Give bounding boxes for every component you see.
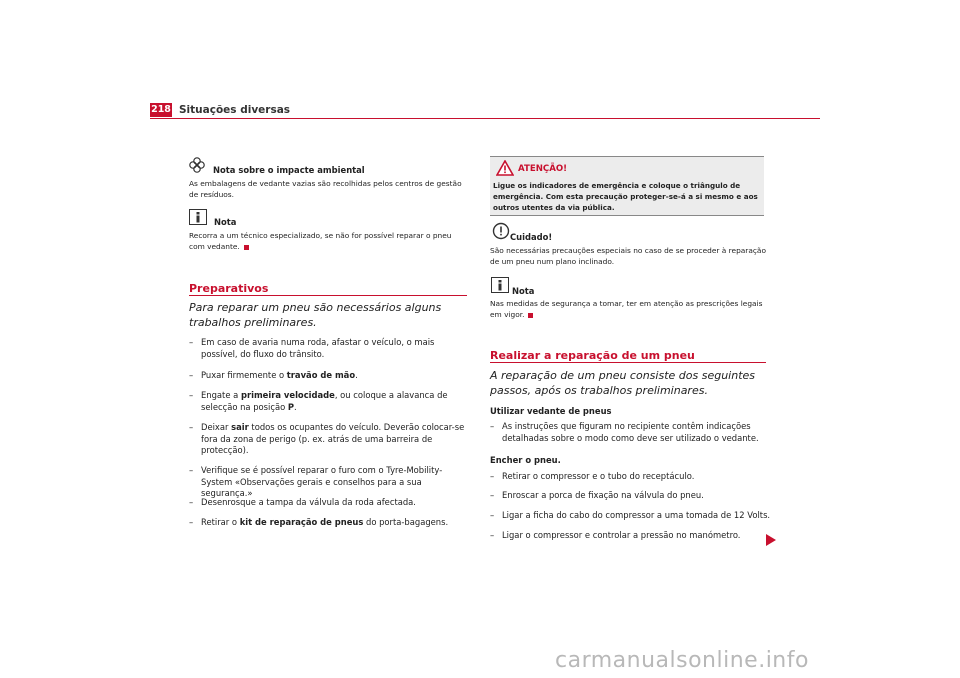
subheading-vedante: Utilizar vedante de pneus (490, 406, 612, 416)
page-number: 218 (151, 104, 171, 115)
list-item: – As instruções que figuram no recipiente contêm indicações detalhadas sobre o modo como deve ser utilizado o vedante. (490, 421, 759, 443)
list-item: – Deixar sair todos os ocupantes do veículo. Deverão colocar-se fora da zona de perigo (p. ex. atrás de uma barreira de protecção). (189, 422, 465, 455)
list-item: – Engate a primeira velocidade, ou coloque a alavanca de selecção na posição P. (189, 390, 448, 412)
info-icon (189, 209, 207, 225)
section-subtitle-reparacao: A reparação de um pneu consiste dos seguintes passos, após os trabalhos preliminares. (490, 369, 756, 397)
list-item: – Enroscar a porca de fixação na válvula do pneu. (490, 490, 704, 500)
warning-title: ATENÇÃO! (518, 164, 568, 174)
list-item: – Ligar o compressor e controlar a pressão no manómetro. (490, 530, 741, 540)
end-marker (244, 245, 249, 250)
info-icon (491, 277, 509, 293)
flower-icon (189, 157, 205, 173)
nota-title-left: Nota (214, 217, 237, 227)
section-rule (490, 362, 766, 363)
list-item: – Verifique se é possível reparar o furo com o Tyre-Mobility-System «Observações gerais e conselhos para a sua segurança.» (189, 465, 443, 498)
caution-title: Cuidado! (510, 232, 553, 242)
caution-text: São necessárias precauções especiais no caso de se proceder à reparação de um pneu num plano inclinado. (490, 246, 766, 266)
list-item: – Retirar o compressor e o tubo do receptáculo. (490, 471, 695, 481)
env-note-text: As embalagens de vedante vazias são recolhidas pelos centros de gestão de resíduos. (189, 179, 462, 199)
env-note-title: Nota sobre o impacte ambiental (213, 165, 365, 175)
section-title-preparativos: Preparativos (189, 282, 269, 295)
continue-arrow-icon (766, 531, 776, 543)
page-header-title: Situações diversas (179, 104, 291, 116)
list-item: – Desenrosque a tampa da válvula da roda afectada. (189, 497, 416, 507)
subheading-encher: Encher o pneu. (490, 455, 561, 465)
section-subtitle-preparativos: Para reparar um pneu são necessários alguns trabalhos preliminares. (189, 301, 442, 329)
warning-triangle-icon (496, 160, 514, 176)
end-marker (528, 313, 533, 318)
section-title-reparacao: Realizar a reparação de um pneu (490, 349, 695, 362)
list-item: – Em caso de avaria numa roda, afastar o veículo, o mais possível, do fluxo do trânsito. (189, 337, 435, 359)
watermark: carmanualsonline.info (555, 648, 809, 673)
list-item: – Ligar a ficha do cabo do compressor a uma tomada de 12 Volts. (490, 510, 771, 520)
list-item: – Retirar o kit de reparação de pneus do porta-bagagens. (189, 517, 449, 527)
list-item: – Puxar firmemente o travão de mão. (189, 370, 358, 380)
warning-text: Ligue os indicadores de emergência e coloque o triângulo de emergência. Com esta precaução proteger-se-á a si mesmo e aos outros utentes da via pública. (493, 181, 758, 212)
header-rule (150, 118, 820, 119)
nota-text-left: Recorra a um técnico especializado, se não for possível reparar o pneu com vedante. (189, 231, 452, 251)
nota-text-right: Nas medidas de segurança a tomar, ter em atenção as prescrições legais em vigor. (490, 299, 763, 319)
caution-icon (492, 222, 510, 240)
nota-title-right: Nota (512, 286, 535, 296)
section-rule (189, 295, 467, 296)
